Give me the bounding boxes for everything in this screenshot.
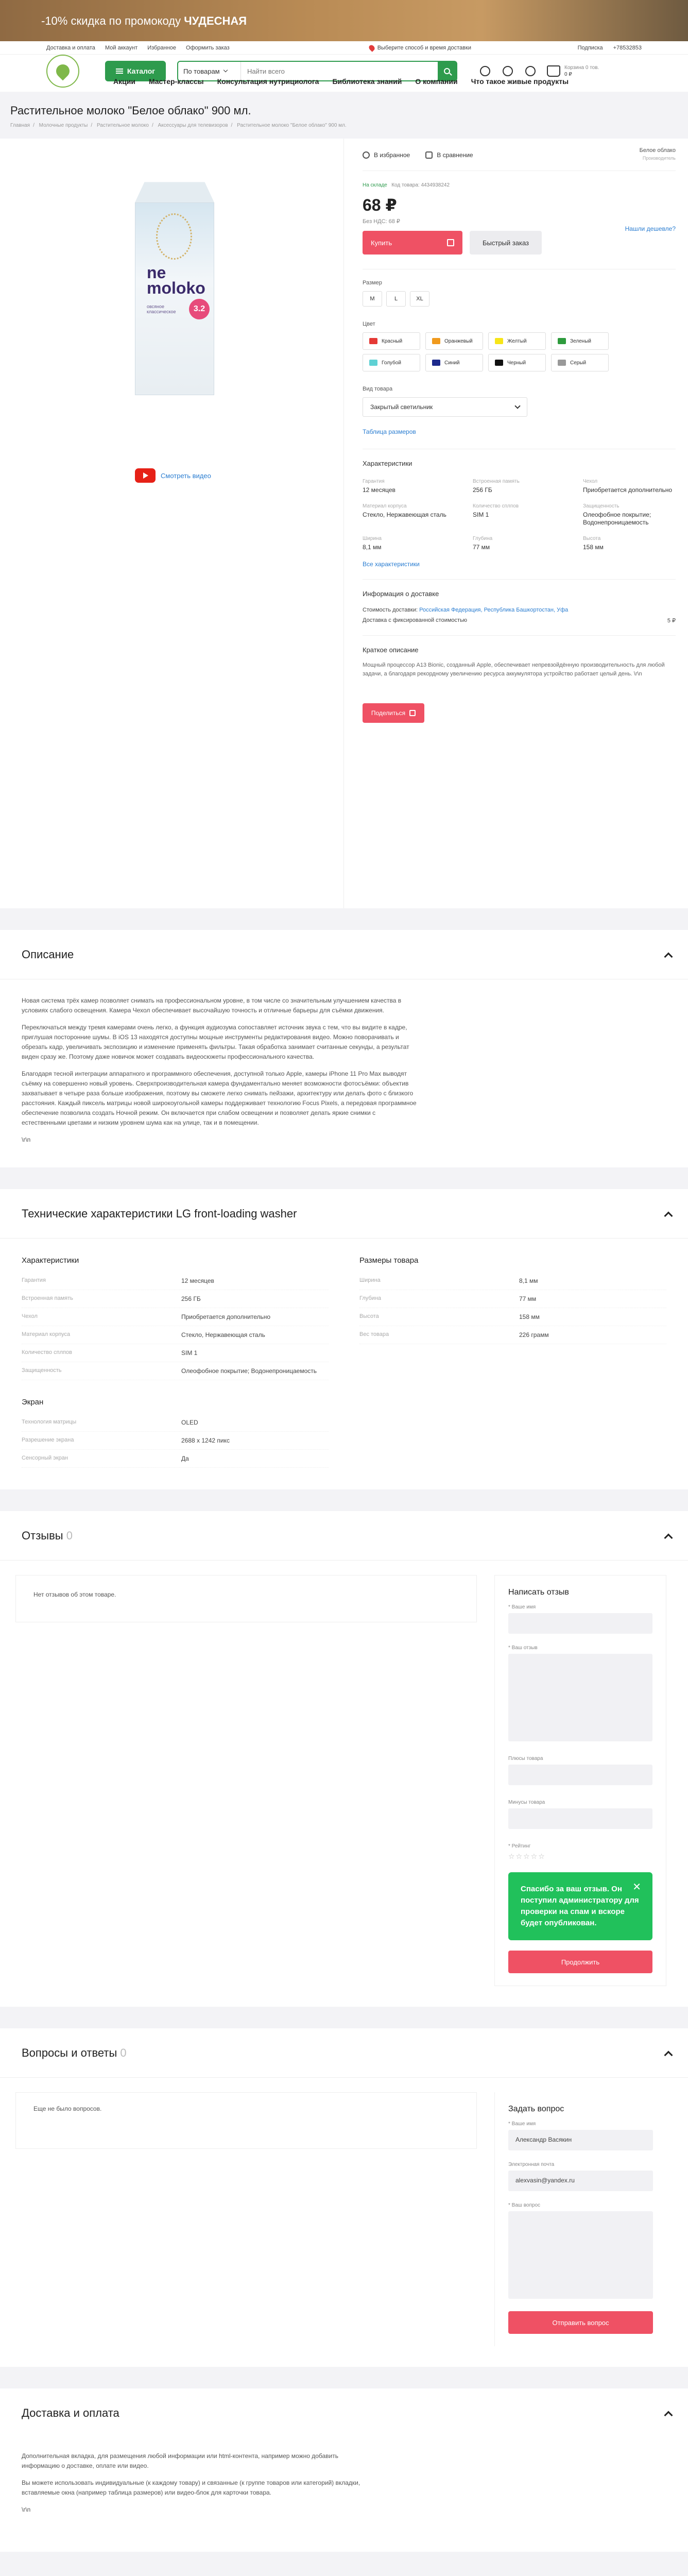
tech-key: Разрешение экрана [22,1437,74,1443]
size-label: Размер [363,280,382,286]
add-to-compare[interactable] [425,151,473,159]
size-option[interactable]: L [386,291,406,307]
nav-item-living-products[interactable]: Что такое живые продукты [471,77,569,86]
description-header[interactable] [0,930,688,979]
description-paragraph: Благодаря тесной интеграции аппаратного и программного обеспечения, доступной только Apple, камеры iPhone 11 Pro Max выводят съёмку на совершенно новый уровень. Сверхпроизводительная камера фундаментально меняет возможности фотосъёмки: объектив захватывает в четыре раза больше изображения, поэтому вы сможете легко снимать пейзажи, архитектуру или делать фото с близкого расстояния. Каждый пиксель матрицы новой широкоугольной камеры поддерживает технологию Focus Pixels, а передовая программное обеспечение позволила создать Ночной режим. Он включается при слабом освещении и позволяет делать яркие снимки с естественными цветами и низким уровнем шума как на улице, так и в помещении. [22,1070,417,1126]
qa-section [0,2028,688,2367]
short-description-title: Краткое описание [363,646,419,654]
delivery-fixed-price: 5 ₽ [667,618,676,624]
tech-value: 77 мм [519,1295,537,1302]
characteristic-key: Ширина [363,536,382,541]
review-minus-input[interactable] [508,1808,652,1829]
tech-title: Технические характеристики LG front-loading washer [22,1207,297,1220]
characteristic-key: Чехол [583,479,598,484]
tech-header[interactable] [0,1189,688,1239]
header [0,55,688,92]
tech-value: 8,1 мм [519,1277,538,1284]
brand[interactable] [640,147,676,162]
qa-count: 0 [120,2046,127,2059]
chevron-up-icon[interactable] [664,2050,673,2059]
found-cheaper-link[interactable]: Нашли дешевле? [625,225,676,232]
topbar-link-delivery[interactable]: Доставка и оплата [46,44,95,51]
review-plus-input[interactable] [508,1765,652,1785]
topbar-link-account[interactable]: Мой аккаунт [105,44,138,51]
tech-row [22,1272,329,1290]
tech-key: Ширина [359,1277,381,1283]
color-option[interactable] [551,354,609,371]
description-paragraph: Новая система трёх камер позволяет снимать на профессиональном уровне, в том числе со значительным улучшением качества в условиях слабого освещения. Камера Чехол обеспечивает высочайшую точность и отличные барьеры для съёмки движения. [22,997,402,1014]
characteristic-key: Глубина [473,536,493,541]
topbar-link-checkout[interactable]: Оформить заказ [186,44,230,51]
reviews-count: 0 [66,1529,73,1542]
tech-value: OLED [181,1419,198,1426]
characteristic [473,479,565,494]
price: 68 ₽ [363,196,397,214]
characteristic-value: Приобретается дополнительно [583,486,673,494]
color-option[interactable] [488,354,546,371]
location-text: Выберите способ и время доставки [377,44,471,51]
delivery-cost-label: Стоимость доставки: [363,607,418,613]
share-label: Поделиться [371,709,406,717]
nav-item-sales[interactable]: Акции [113,77,135,86]
color-name: Желтый [507,338,527,344]
breadcrumb-separator: / [33,123,35,128]
nav-item-library[interactable]: Библиотека знаний [332,77,402,86]
share-icon [409,710,416,716]
breadcrumb-item[interactable]: Главная [10,123,30,128]
color-option[interactable] [363,332,420,350]
main-nav [113,77,569,92]
tech-row [359,1308,666,1326]
color-swatch [369,360,377,366]
leaf-icon [54,62,73,81]
color-name: Серый [570,360,587,366]
color-label: Цвет [363,321,375,327]
top-bar [0,41,688,55]
color-swatch [495,360,503,366]
breadcrumb-item[interactable]: Растительное молоко [96,123,149,128]
qa-title [22,2046,127,2060]
product-gallery [0,139,344,908]
nav-item-nutrition[interactable]: Консультация нутрициолога [217,77,319,86]
rating-label: * Рейтинг [508,1843,531,1849]
nav-item-masterclasses[interactable]: Мастер-классы [148,77,204,86]
review-name-input[interactable] [508,1613,652,1634]
menu-icon [116,69,123,74]
chevron-up-icon[interactable] [664,952,673,961]
characteristic-key: Защищенность [583,503,620,509]
buy-button[interactable] [363,231,462,255]
tech-row [359,1290,666,1308]
quick-order-button[interactable]: Быстрый заказ [470,231,542,255]
breadcrumb-separator: / [151,123,153,128]
characteristic [363,503,455,527]
tech-value: 12 месяцев [181,1277,214,1284]
delivery-paragraph: Дополнительная вкладка, для размещения любой информации или html-контента, например можно добавить информацию о доставке, оплате или видео. [22,2452,339,2469]
add-to-favorites[interactable] [363,151,410,159]
tech-row [22,1450,329,1468]
tech-value: 256 ГБ [181,1295,201,1302]
characteristic-value: Олеофобное покрытие; Водонепроницаемость [583,511,651,526]
user-icon[interactable] [480,66,490,76]
color-swatch [558,338,566,344]
chevron-up-icon[interactable] [664,1533,673,1542]
location-pin-icon [368,44,376,52]
description-paragraph: \r\n [22,1136,31,1143]
characteristic-value: SIM 1 [473,511,489,518]
compare-icon [425,151,433,159]
breadcrumb-separator: / [91,123,93,128]
tech-value: 226 грамм [519,1331,549,1338]
tech-key: Материал корпуса [22,1331,71,1337]
catalog-label: Каталог [127,67,156,75]
tech-key: Гарантия [22,1277,46,1283]
bag-icon [447,239,454,246]
in-stock-label: На складе [363,182,387,188]
review-submit-button[interactable]: Продолжить [508,1951,652,1973]
reviews-title-text: Отзывы [22,1529,63,1542]
tech-section [0,1189,688,1489]
pack-title: ne moloko [147,263,205,297]
cart-icon [547,65,560,77]
product-card [0,139,688,908]
color-swatch [369,338,377,344]
characteristic-key: Количество сплпов [473,503,519,509]
breadcrumb-item[interactable]: Аксессуары для телевизоров [158,123,228,128]
characteristic [583,479,676,494]
tech-row [22,1432,329,1450]
tech-row [359,1326,666,1344]
phone-number[interactable]: +78532853 [613,44,642,51]
sku: Код товара: 4434938242 [391,182,450,188]
brand-caption: Производитель [642,156,676,161]
youtube-icon [135,468,156,483]
question-email-label: Электронная почта [508,2162,555,2167]
delivery-title: Доставка и оплата [22,2406,119,2419]
size-table-link[interactable]: Таблица размеров [363,428,416,435]
color-name: Красный [382,338,403,344]
question-name-label: * Ваше имя [508,2121,536,2127]
compare-label: В сравнение [437,151,473,159]
stock-status [363,182,676,188]
tech-key: Высота [359,1313,379,1319]
characteristic-value: 12 месяцев [363,486,395,494]
delivery-section [0,2388,688,2552]
reviews-section [0,1511,688,2007]
color-option[interactable] [425,332,483,350]
tech-key: Защищенность [22,1367,62,1374]
delivery-paragraph: Вы можете использовать индивидуальные (к каждому товару) и связанные (к группе товаров или категорий) вкладки, вставляемые окна (например таблица размеров) или видео-блок для карточки товара. [22,2479,360,2496]
color-option[interactable] [488,332,546,350]
no-reviews-message: Нет отзывов об этом товаре. [15,1575,477,1622]
color-swatch [432,360,440,366]
pack-badge: 3.2 [189,299,210,319]
review-textarea[interactable] [508,1654,652,1741]
qa-header[interactable] [0,2028,688,2078]
chevron-up-icon[interactable] [664,1211,673,1220]
tech-value: Приобретается дополнительно [181,1313,271,1320]
question-email-input[interactable]: alexvasin@yandex.ru [508,2171,653,2191]
price-no-vat: Без НДС: 68 ₽ [363,218,400,225]
characteristic-key: Высота [583,536,601,541]
question-form-title: Задать вопрос [508,2105,564,2113]
no-questions-message: Еще не было вопросов. [15,2092,477,2149]
all-characteristics-link[interactable]: Все характеристики [363,561,420,568]
breadcrumb-separator: / [231,123,233,128]
characteristic-key: Материал корпуса [363,503,407,509]
tech-key: Чехол [22,1313,38,1319]
color-swatch [495,338,503,344]
color-name: Синий [444,360,460,366]
chevron-down-icon [514,403,520,409]
promo-code: ЧУДЕСНАЯ [184,14,247,27]
question-submit-button[interactable]: Отправить вопрос [508,2311,653,2334]
tech-row [359,1272,666,1290]
heart-icon[interactable] [525,66,536,76]
promo-banner[interactable] [0,0,688,41]
color-name: Зеленый [570,338,591,344]
color-name: Черный [507,360,526,366]
chevron-up-icon[interactable] [664,2411,673,2420]
tech-value: Да [181,1455,189,1462]
review-form-title: Написать отзыв [508,1588,569,1597]
page-title: Растительное молоко "Белое облако" 900 мл. [10,104,251,117]
color-option[interactable] [363,354,420,371]
short-description: Мощный процессор A13 Bionic, созданный Apple, обеспечивает непревзойдённую производительность для любой задачи, а благодаря рекордному увеличению ресурса аккумулятора устройство работает целый день. \r\n [363,662,665,677]
buy-label: Купить [371,239,392,247]
breadcrumb [10,123,678,128]
watch-video-label: Смотреть видео [161,471,211,480]
location-selector[interactable] [369,45,471,51]
tech-row [22,1326,329,1344]
tech-key: Технология матрицы [22,1419,77,1425]
delivery-info-title: Информация о доставке [363,590,439,598]
qa-title-text: Вопросы и ответы [22,2046,117,2059]
delivery-paragraph: \r\n [22,2506,31,2513]
type-value: Закрытый светильник [370,403,433,411]
color-swatch [558,360,566,366]
favorites-label: В избранное [374,151,410,159]
tech-characteristics-title: Характеристики [22,1256,79,1265]
reviews-header[interactable] [0,1511,688,1561]
characteristic [363,536,455,551]
delivery-header[interactable] [0,2388,688,2438]
tech-key: Глубина [359,1295,382,1301]
cart-button[interactable] [547,64,599,78]
type-select[interactable] [363,397,527,417]
question-name-input[interactable]: Александр Васякин [508,2130,653,2150]
share-button[interactable] [363,703,424,723]
characteristic [583,536,676,551]
tech-screen-title: Экран [22,1398,44,1406]
tech-value: Стекло, Нержавеющая сталь [181,1331,265,1338]
characteristic-value: Стекло, Нержавеющая сталь [363,511,446,518]
question-textarea[interactable] [508,2211,653,2299]
breadcrumb-item[interactable]: Молочные продукты [39,123,88,128]
review-minus-label: Минусы товара [508,1800,545,1805]
topbar-link-favorites[interactable]: Избранное [147,44,176,51]
tech-value: SIM 1 [181,1349,198,1357]
watch-video-link[interactable] [135,468,211,483]
logo[interactable] [46,55,79,88]
delivery-region-link[interactable]: Российская Федерация, Республика Башкортостан, Уфа [419,607,569,613]
type-label: Вид товара [363,386,393,392]
tech-key: Количество сплпов [22,1349,72,1355]
tech-value: 158 мм [519,1313,540,1320]
review-name-label: * Ваше имя [508,1604,536,1610]
characteristic [363,479,455,494]
question-text-label: * Ваш вопрос [508,2202,541,2208]
toast-message: Спасибо за ваш отзыв. Он поступил администратору для проверки на спам и вскоре будет опубликован. [521,1885,639,1927]
color-option[interactable] [425,354,483,371]
characteristic-value: 256 ГБ [473,486,492,494]
characteristic-value: 8,1 мм [363,544,382,551]
question-form [494,2092,666,2346]
cart-label: Корзина 0 тов. [564,65,599,71]
subscribe-link[interactable]: Подписка [577,44,603,51]
color-option[interactable] [551,332,609,350]
tech-row [22,1362,329,1380]
tech-value: 2688 x 1242 пикс [181,1437,230,1444]
color-name: Оранжевый [444,338,473,344]
nav-item-about[interactable]: О компании [415,77,458,86]
tech-key: Сенсорный экран [22,1455,68,1461]
delivery-fixed-row [363,617,676,624]
delivery-fixed-label: Доставка с фиксированной стоимостью [363,617,468,623]
breadcrumb-current: Растительное молоко "Белое облако" 900 мл. [237,123,347,128]
search-scope-label: По товарам [183,67,220,75]
size-option[interactable]: M [363,291,382,307]
review-form [494,1575,666,1986]
search-icon [444,68,450,74]
tech-dimensions-title: Размеры товара [359,1256,419,1265]
rating-stars[interactable]: ☆☆☆☆☆ [508,1852,546,1860]
color-name: Голубой [382,360,401,366]
tech-key: Вес товара [359,1331,389,1337]
description-paragraph: Переключаться между тремя камерами очень легко, а функция аудиозума сопоставляет источник звука с тем, что вы видите в кадре, приглушая посторонние шумы. В iOS 13 находятся доступны мощные инструменты редактирования видео. Можно поворачивать и обрезать кадр, увеличивать экспозицию и изменение применять фильтры. Такая обработка занимает считанные секунды, а результат виден сразу же. Поэтому даже новичок может создавать видеосюжеты профессионального качества. [22,1024,409,1060]
tech-row [22,1290,329,1308]
tech-row [22,1308,329,1326]
characteristic-key: Встроенная память [473,479,520,484]
characteristic [583,503,676,527]
pack-subtitle: овсяное классическое [147,304,176,314]
promo-text: -10% скидка по промокоду [41,14,184,27]
product-image[interactable] [135,180,214,395]
brand-name: Белое облако [639,147,676,154]
tech-row [22,1414,329,1432]
characteristic [473,536,565,551]
characteristic-key: Гарантия [363,479,385,484]
characteristic [473,503,565,527]
chevron-down-icon [223,68,227,72]
characteristic-value: 158 мм [583,544,604,551]
reviews-title [22,1529,73,1543]
characteristic-value: 77 мм [473,544,490,551]
tech-key: Встроенная память [22,1295,73,1301]
delivery-cost [363,607,676,613]
tech-value: Олеофобное покрытие; Водонепроницаемость [181,1367,317,1375]
size-option[interactable]: XL [410,291,429,307]
cart-sum: 0 ₽ [564,72,572,77]
color-swatch [432,338,440,344]
oat-illustration [156,213,192,260]
tech-row [22,1344,329,1362]
compare-icon[interactable] [503,66,513,76]
review-text-label: * Ваш отзыв [508,1645,538,1651]
characteristics-title: Характеристики [363,460,412,467]
close-icon[interactable]: ✕ [632,1882,641,1893]
review-plus-label: Плюсы товара [508,1756,543,1761]
description-section [0,930,688,1167]
review-success-toast [508,1872,652,1940]
description-title: Описание [22,947,74,961]
heart-icon [363,151,370,159]
